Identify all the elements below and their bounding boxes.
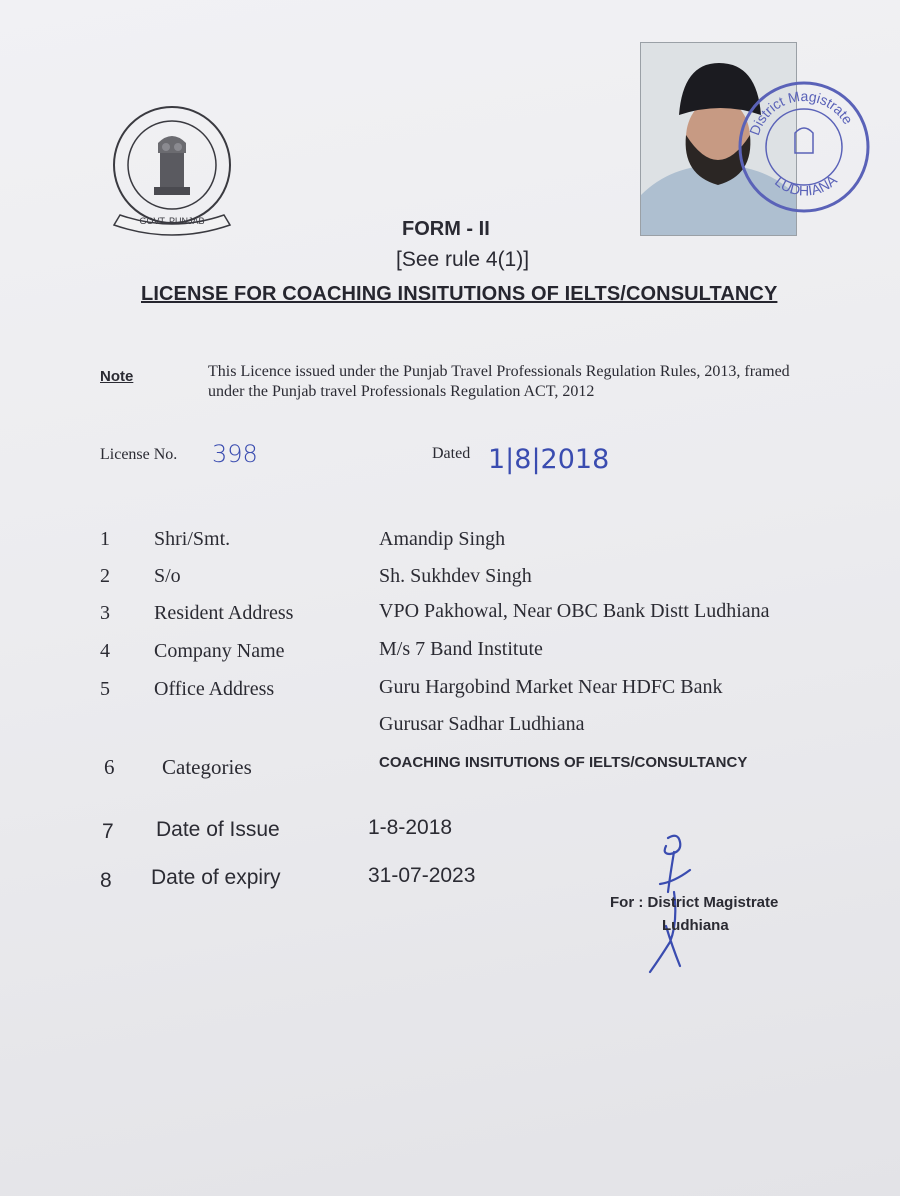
row-number: 6: [104, 755, 115, 779]
row-value: Amandip Singh: [379, 528, 506, 550]
row-number: 1: [100, 528, 110, 550]
signatory-title: For : District Magistrate: [610, 894, 779, 911]
form-rule: [See rule 4(1)]: [396, 248, 530, 271]
row-label: Company Name: [154, 640, 285, 662]
row-label: Office Address: [154, 678, 275, 700]
license-number-value: 398: [212, 440, 258, 468]
row-number: 4: [100, 640, 110, 662]
form-title: FORM - II: [402, 218, 490, 240]
row-value: 1-8-2018: [368, 816, 453, 839]
row-label: Date of expiry: [151, 866, 281, 889]
row-number: 7: [102, 820, 114, 843]
row-number: 2: [100, 565, 110, 587]
row-value: Guru Hargobind Market Near HDFC Bank: [379, 676, 723, 698]
dated-label: Dated: [432, 445, 471, 462]
form-heading: LICENSE FOR COACHING INSITUTIONS OF IELTS/CONSULTANCY: [141, 283, 778, 305]
row-value: 31-07-2023: [368, 864, 476, 887]
license-number-label: License No.: [100, 446, 178, 463]
row-label: Categories: [162, 755, 252, 779]
row-value: VPO Pakhowal, Near OBC Bank Distt Ludhiana: [379, 600, 770, 622]
district-magistrate-seal: [735, 78, 873, 216]
row-number: 3: [100, 602, 110, 624]
dated-value: 1|8|2018: [488, 444, 610, 475]
emblem-banner-text: GOVT. PUNJAB: [139, 216, 205, 226]
row-label: Resident Address: [154, 602, 294, 624]
note-text: This Licence issued under the Punjab Travel Professionals Regulation Rules, 2013, framed under the Punjab travel Professionals Regulation ACT, 2012: [208, 363, 790, 400]
row-label: S/o: [154, 565, 181, 587]
row-value: Sh. Sukhdev Singh: [379, 565, 532, 587]
row-number: 5: [100, 678, 110, 700]
row-label: Shri/Smt.: [154, 528, 231, 550]
row-value: M/s 7 Band Institute: [379, 638, 543, 660]
svg-text:LUDHIANA: [772, 171, 840, 198]
row-value: COACHING INSITUTIONS OF IELTS/CONSULTANCY: [379, 754, 748, 771]
signatory-place: Ludhiana: [662, 917, 729, 934]
row-number: 8: [100, 869, 112, 892]
row-value-continued: Gurusar Sadhar Ludhiana: [379, 713, 585, 735]
note-label: Note: [100, 368, 134, 385]
punjab-govt-emblem: [100, 95, 250, 245]
seal-top-text: District Magistrate: [746, 87, 857, 138]
seal-bottom-text: LUDHIANA: [771, 171, 840, 199]
row-label: Date of Issue: [156, 818, 280, 841]
